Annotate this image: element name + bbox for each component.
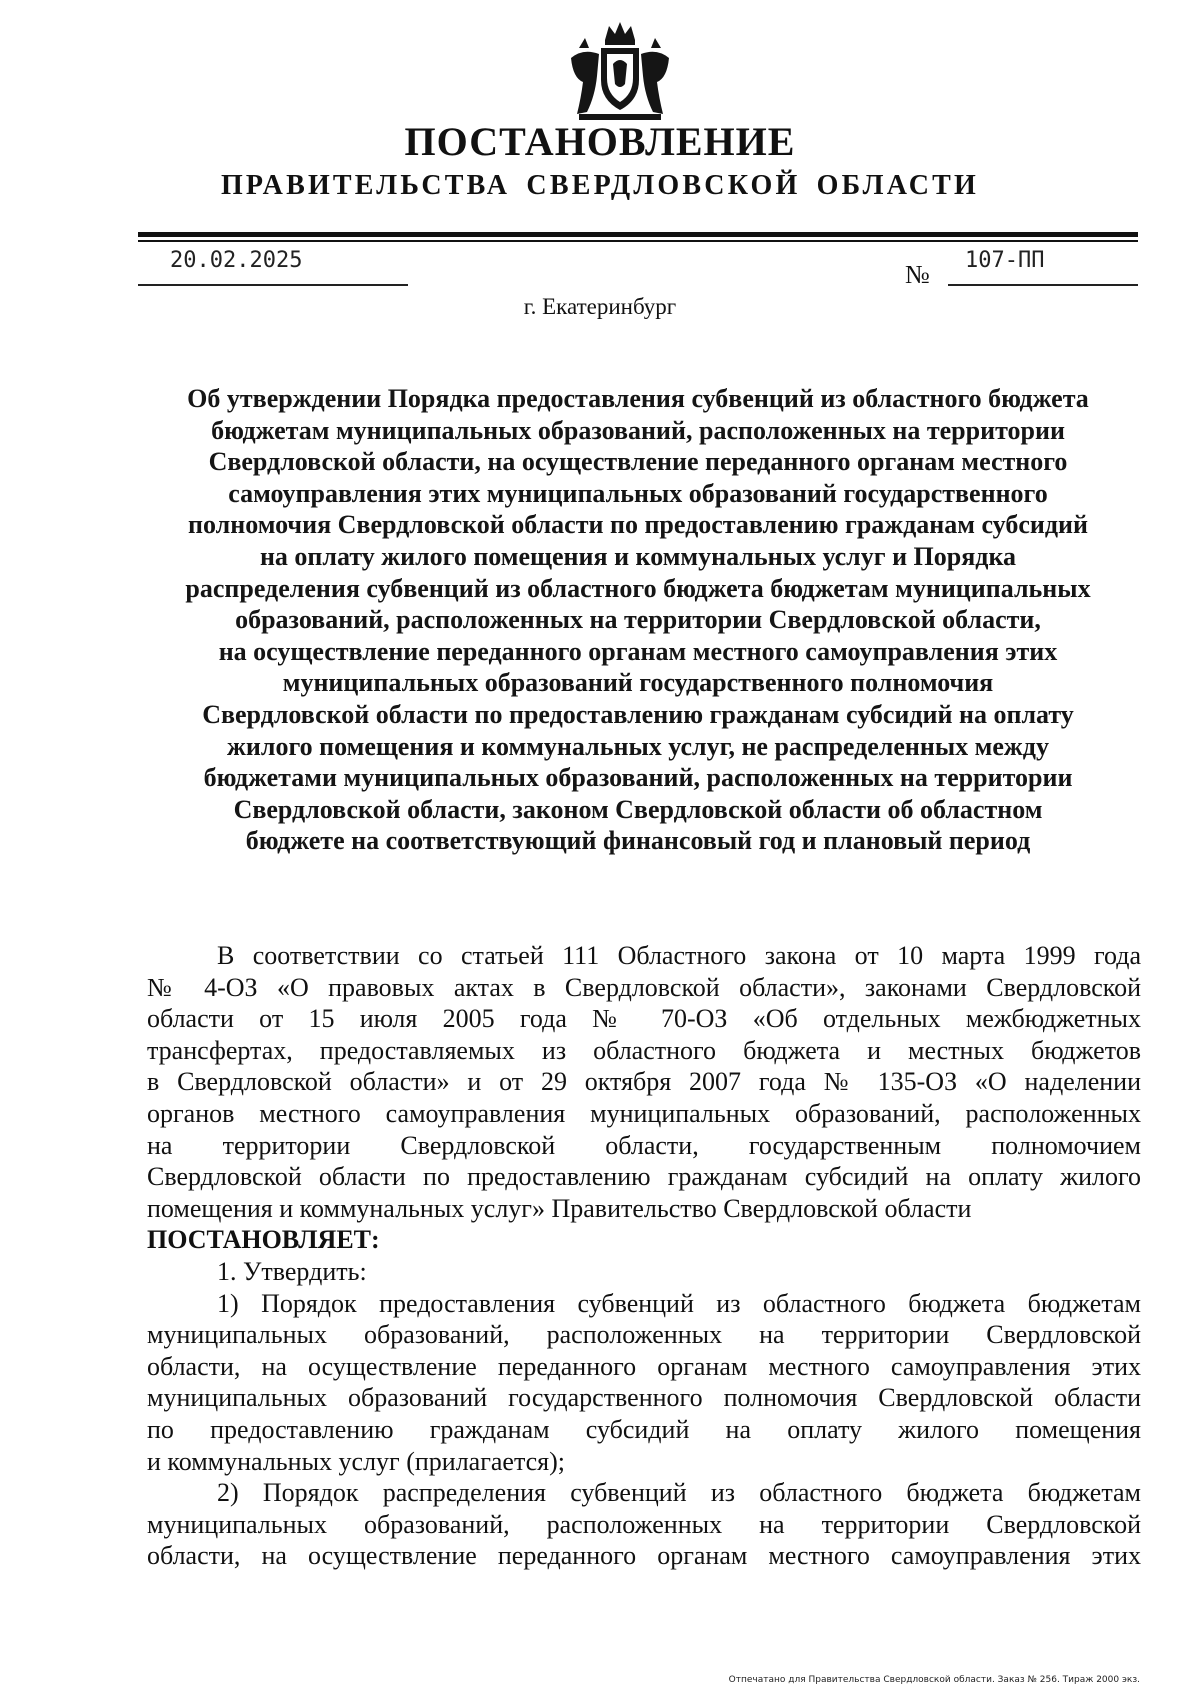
heading-line: распределения субвенций из областного бюджета бюджетам муниципальных [185, 573, 1091, 603]
document-number: 107-ПП [965, 248, 1045, 273]
heading-line: Свердловской области по предоставлению гражданам субсидий на оплату [202, 699, 1074, 729]
subitem-1-line: муниципальных образований государственного полномочия Свердловской области [147, 1383, 1141, 1413]
preamble-line: области от 15 июля 2005 года № 70-ОЗ «Об отдельных межбюджетных [147, 1004, 1141, 1034]
document-body [147, 940, 1141, 1572]
header-divider-thick [138, 232, 1138, 237]
item-1: 1. Утвердить: [217, 1256, 367, 1286]
heading-line: Свердловской области, на осуществление переданного органам местного [208, 447, 1068, 477]
subitem-2-line: муниципальных образований, расположенных на территории Свердловской [147, 1509, 1141, 1539]
subitem-1-line: по предоставлению гражданам субсидий на оплату жилого помещения [147, 1414, 1141, 1444]
heading-line: образований, расположенных на территории Свердловской области, [235, 605, 1041, 635]
document-date: 20.02.2025 [170, 248, 303, 273]
heading-line: полномочия Свердловской области по предоставлению гражданам субсидий [188, 510, 1088, 540]
subitem-1-line: и коммунальных услуг (прилагается); [147, 1446, 566, 1476]
subitem-2-line: 2) Порядок распределения субвенций из областного бюджета бюджетам [217, 1478, 1141, 1508]
print-footer: Отпечатано для Правительства Свердловской области. Заказ № 256. Тираж 2000 экз. [728, 1675, 1140, 1685]
heading-line: самоуправления этих муниципальных образований государственного [228, 478, 1048, 508]
heading-line: бюджете на соответствующий финансовый год и плановый период [245, 826, 1031, 856]
preamble-line: № 4-ОЗ «О правовых актах в Свердловской области», законами Свердловской [147, 972, 1141, 1002]
preamble-line: на территории Свердловской области, государственным полномочием [147, 1130, 1141, 1160]
subitem-1-line: области, на осуществление переданного органам местного самоуправления этих [147, 1351, 1141, 1381]
issuer-title: ПРАВИТЕЛЬСТВА СВЕРДЛОВСКОЙ ОБЛАСТИ [220, 170, 980, 201]
number-underline [948, 284, 1138, 286]
document-type-title: ПОСТАНОВЛЕНИЕ [404, 119, 796, 164]
heading-line: на оплату жилого помещения и коммунальных услуг и Порядка [259, 541, 1017, 571]
resolves-keyword: ПОСТАНОВЛЯЕТ: [147, 1225, 380, 1255]
preamble-line: в Свердловской области» и от 29 октября 2007 года № 135-ОЗ «О наделении [147, 1067, 1141, 1097]
document-heading [138, 383, 1138, 857]
preamble-line: Свердловской области по предоставлению гражданам субсидий на оплату жилого [147, 1162, 1141, 1192]
preamble-line: органов местного самоуправления муниципальных образований, расположенных [147, 1098, 1141, 1128]
preamble-line: помещения и коммунальных услуг» Правительство Свердловской области [147, 1193, 972, 1223]
heading-line: на осуществление переданного органам местного самоуправления этих [218, 636, 1058, 666]
heading-line: Об утверждении Порядка предоставления субвенций из областного бюджета [187, 384, 1089, 413]
subitem-1-line: 1) Порядок предоставления субвенций из областного бюджета бюджетам [217, 1288, 1141, 1318]
date-underline [138, 284, 408, 286]
heading-line: муниципальных образований государственного полномочия [282, 668, 994, 698]
preamble-line: В соответствии со статьей 111 Областного закона от 10 марта 1999 года [217, 941, 1141, 970]
subitem-1-line: муниципальных образований, расположенных на территории Свердловской [147, 1320, 1141, 1350]
number-sign: № [905, 260, 930, 289]
coat-of-arms-icon [565, 18, 675, 128]
heading-line: бюджетами муниципальных образований, расположенных на территории [203, 763, 1073, 793]
header-divider-thin [138, 240, 1138, 242]
heading-line: Свердловской области, законом Свердловской области об областном [233, 794, 1043, 824]
city-name: г. Екатеринбург [523, 294, 677, 319]
heading-line: жилого помещения и коммунальных услуг, не распределенных между [227, 731, 1049, 761]
subitem-2-line: области, на осуществление переданного органам местного самоуправления этих [147, 1541, 1141, 1571]
preamble-line: трансфертах, предоставляемых из областного бюджета и местных бюджетов [147, 1035, 1141, 1065]
heading-line: бюджетам муниципальных образований, расположенных на территории [211, 415, 1065, 445]
